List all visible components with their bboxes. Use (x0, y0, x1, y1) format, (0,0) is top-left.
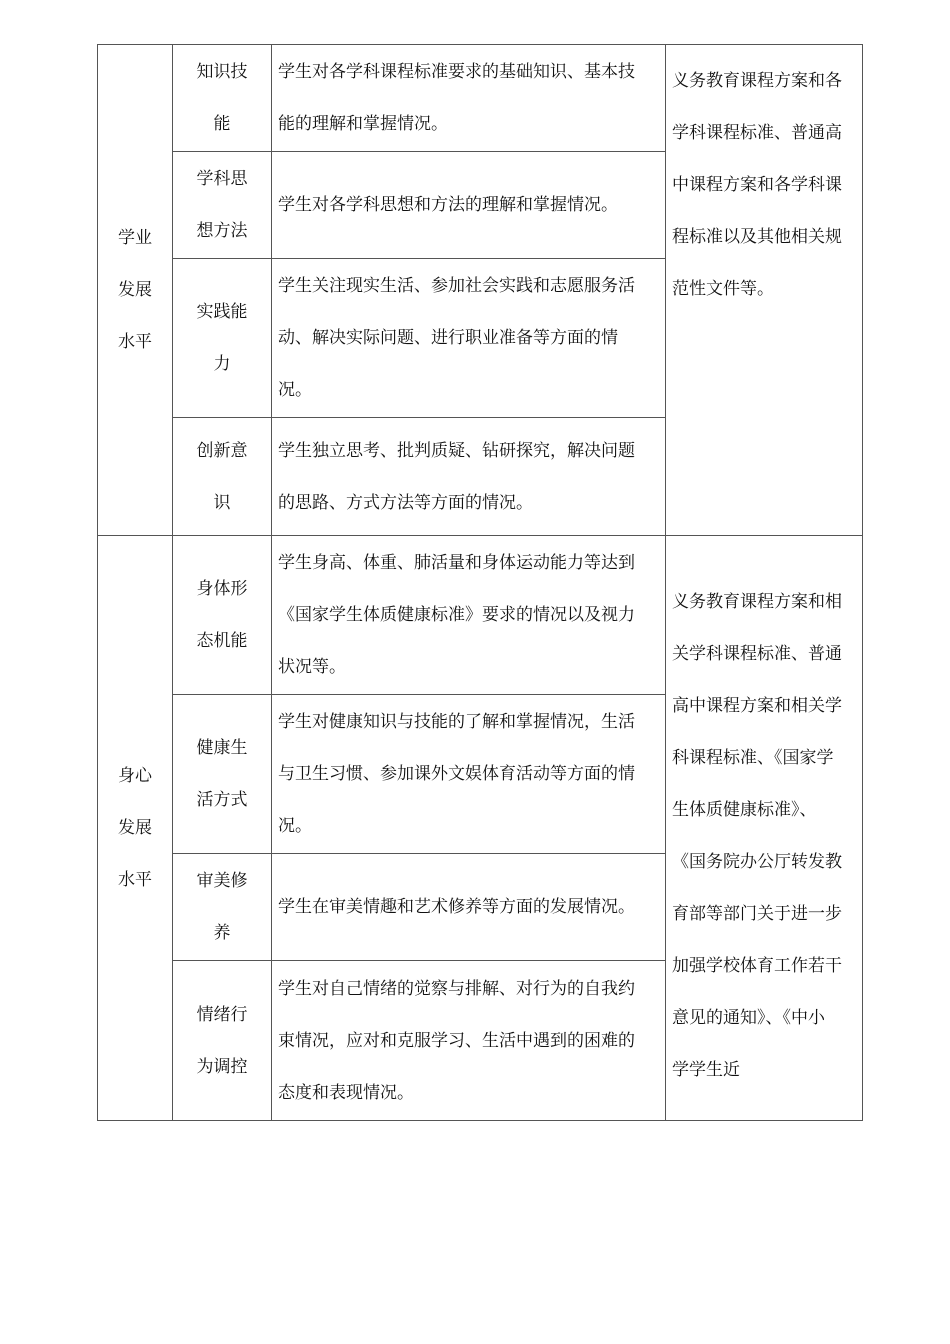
evaluation-table (97, 44, 863, 1121)
basis-text: 义务教育课程方案和各 学科课程标准、普通高 中课程方案和各学科课 程标准以及其他相关规 范性文件等。 (672, 71, 842, 299)
table-row (98, 536, 863, 695)
description-cell (272, 961, 666, 1121)
table-row (98, 45, 863, 152)
description-cell (272, 695, 666, 854)
basis-cell-physical-mental (666, 536, 863, 1121)
item-label: 学科思 想方法 (196, 169, 248, 241)
description-cell (272, 418, 666, 536)
description-cell (272, 854, 666, 961)
item-cell (173, 536, 272, 695)
item-cell (173, 854, 272, 961)
basis-text: 义务教育课程方案和相 关学科课程标准、普通 高中课程方案和相关学 科课程标准、《国家学 生体质健康标准》、 《国务院办公厅转发教 育部等部门关于进一步 加强学校体育工作若干 意见的通知》、《中小 学学生近 (672, 592, 842, 1080)
description-text: 学生对自己情绪的觉察与排解、对行为的自我约 束情况，应对和克服学习、生活中遇到的困难的 态度和表现情况。 (278, 978, 635, 1103)
item-cell (173, 259, 272, 418)
item-label: 情绪行 为调控 (196, 1004, 248, 1077)
description-cell (272, 152, 666, 259)
item-label: 实践能 力 (196, 302, 248, 374)
category-line: 发展 (118, 280, 152, 300)
category-line: 身心 (118, 766, 152, 786)
item-cell (173, 961, 272, 1121)
category-cell-academic (98, 45, 173, 536)
category-line: 发展 (118, 818, 152, 838)
category-cell-physical-mental (98, 536, 173, 1121)
description-text: 学生关注现实生活、参加社会实践和志愿服务活 动、解决实际问题、进行职业准备等方面的情 况。 (278, 276, 635, 400)
item-label: 审美修 养 (196, 871, 248, 943)
description-text: 学生对各学科课程标准要求的基础知识、基本技 能的理解和掌握情况。 (278, 62, 635, 134)
item-label: 知识技 能 (196, 62, 248, 134)
item-cell (173, 45, 272, 152)
description-text: 学生独立思考、批判质疑、钻研探究，解决问题 的思路、方式方法等方面的情况。 (278, 440, 635, 513)
item-cell (173, 152, 272, 259)
description-text: 学生在审美情趣和艺术修养等方面的发展情况。 (278, 897, 635, 917)
item-label: 健康生 活方式 (196, 738, 248, 810)
category-line: 水平 (118, 870, 152, 890)
description-text: 学生对各学科思想和方法的理解和掌握情况。 (278, 195, 618, 215)
item-cell (173, 418, 272, 536)
category-line: 学业 (118, 228, 152, 248)
description-cell (272, 536, 666, 695)
basis-cell-academic (666, 45, 863, 536)
category-line: 水平 (118, 332, 152, 352)
item-label: 身体形 态机能 (196, 579, 248, 651)
item-label: 创新意 识 (196, 440, 248, 513)
item-cell (173, 695, 272, 854)
description-text: 学生身高、体重、肺活量和身体运动能力等达到 《国家学生体质健康标准》要求的情况以及视力 状况等。 (278, 553, 635, 677)
description-text: 学生对健康知识与技能的了解和掌握情况，生活 与卫生习惯、参加课外文娱体育活动等方面的情 况。 (278, 712, 635, 836)
description-cell (272, 259, 666, 418)
description-cell (272, 45, 666, 152)
